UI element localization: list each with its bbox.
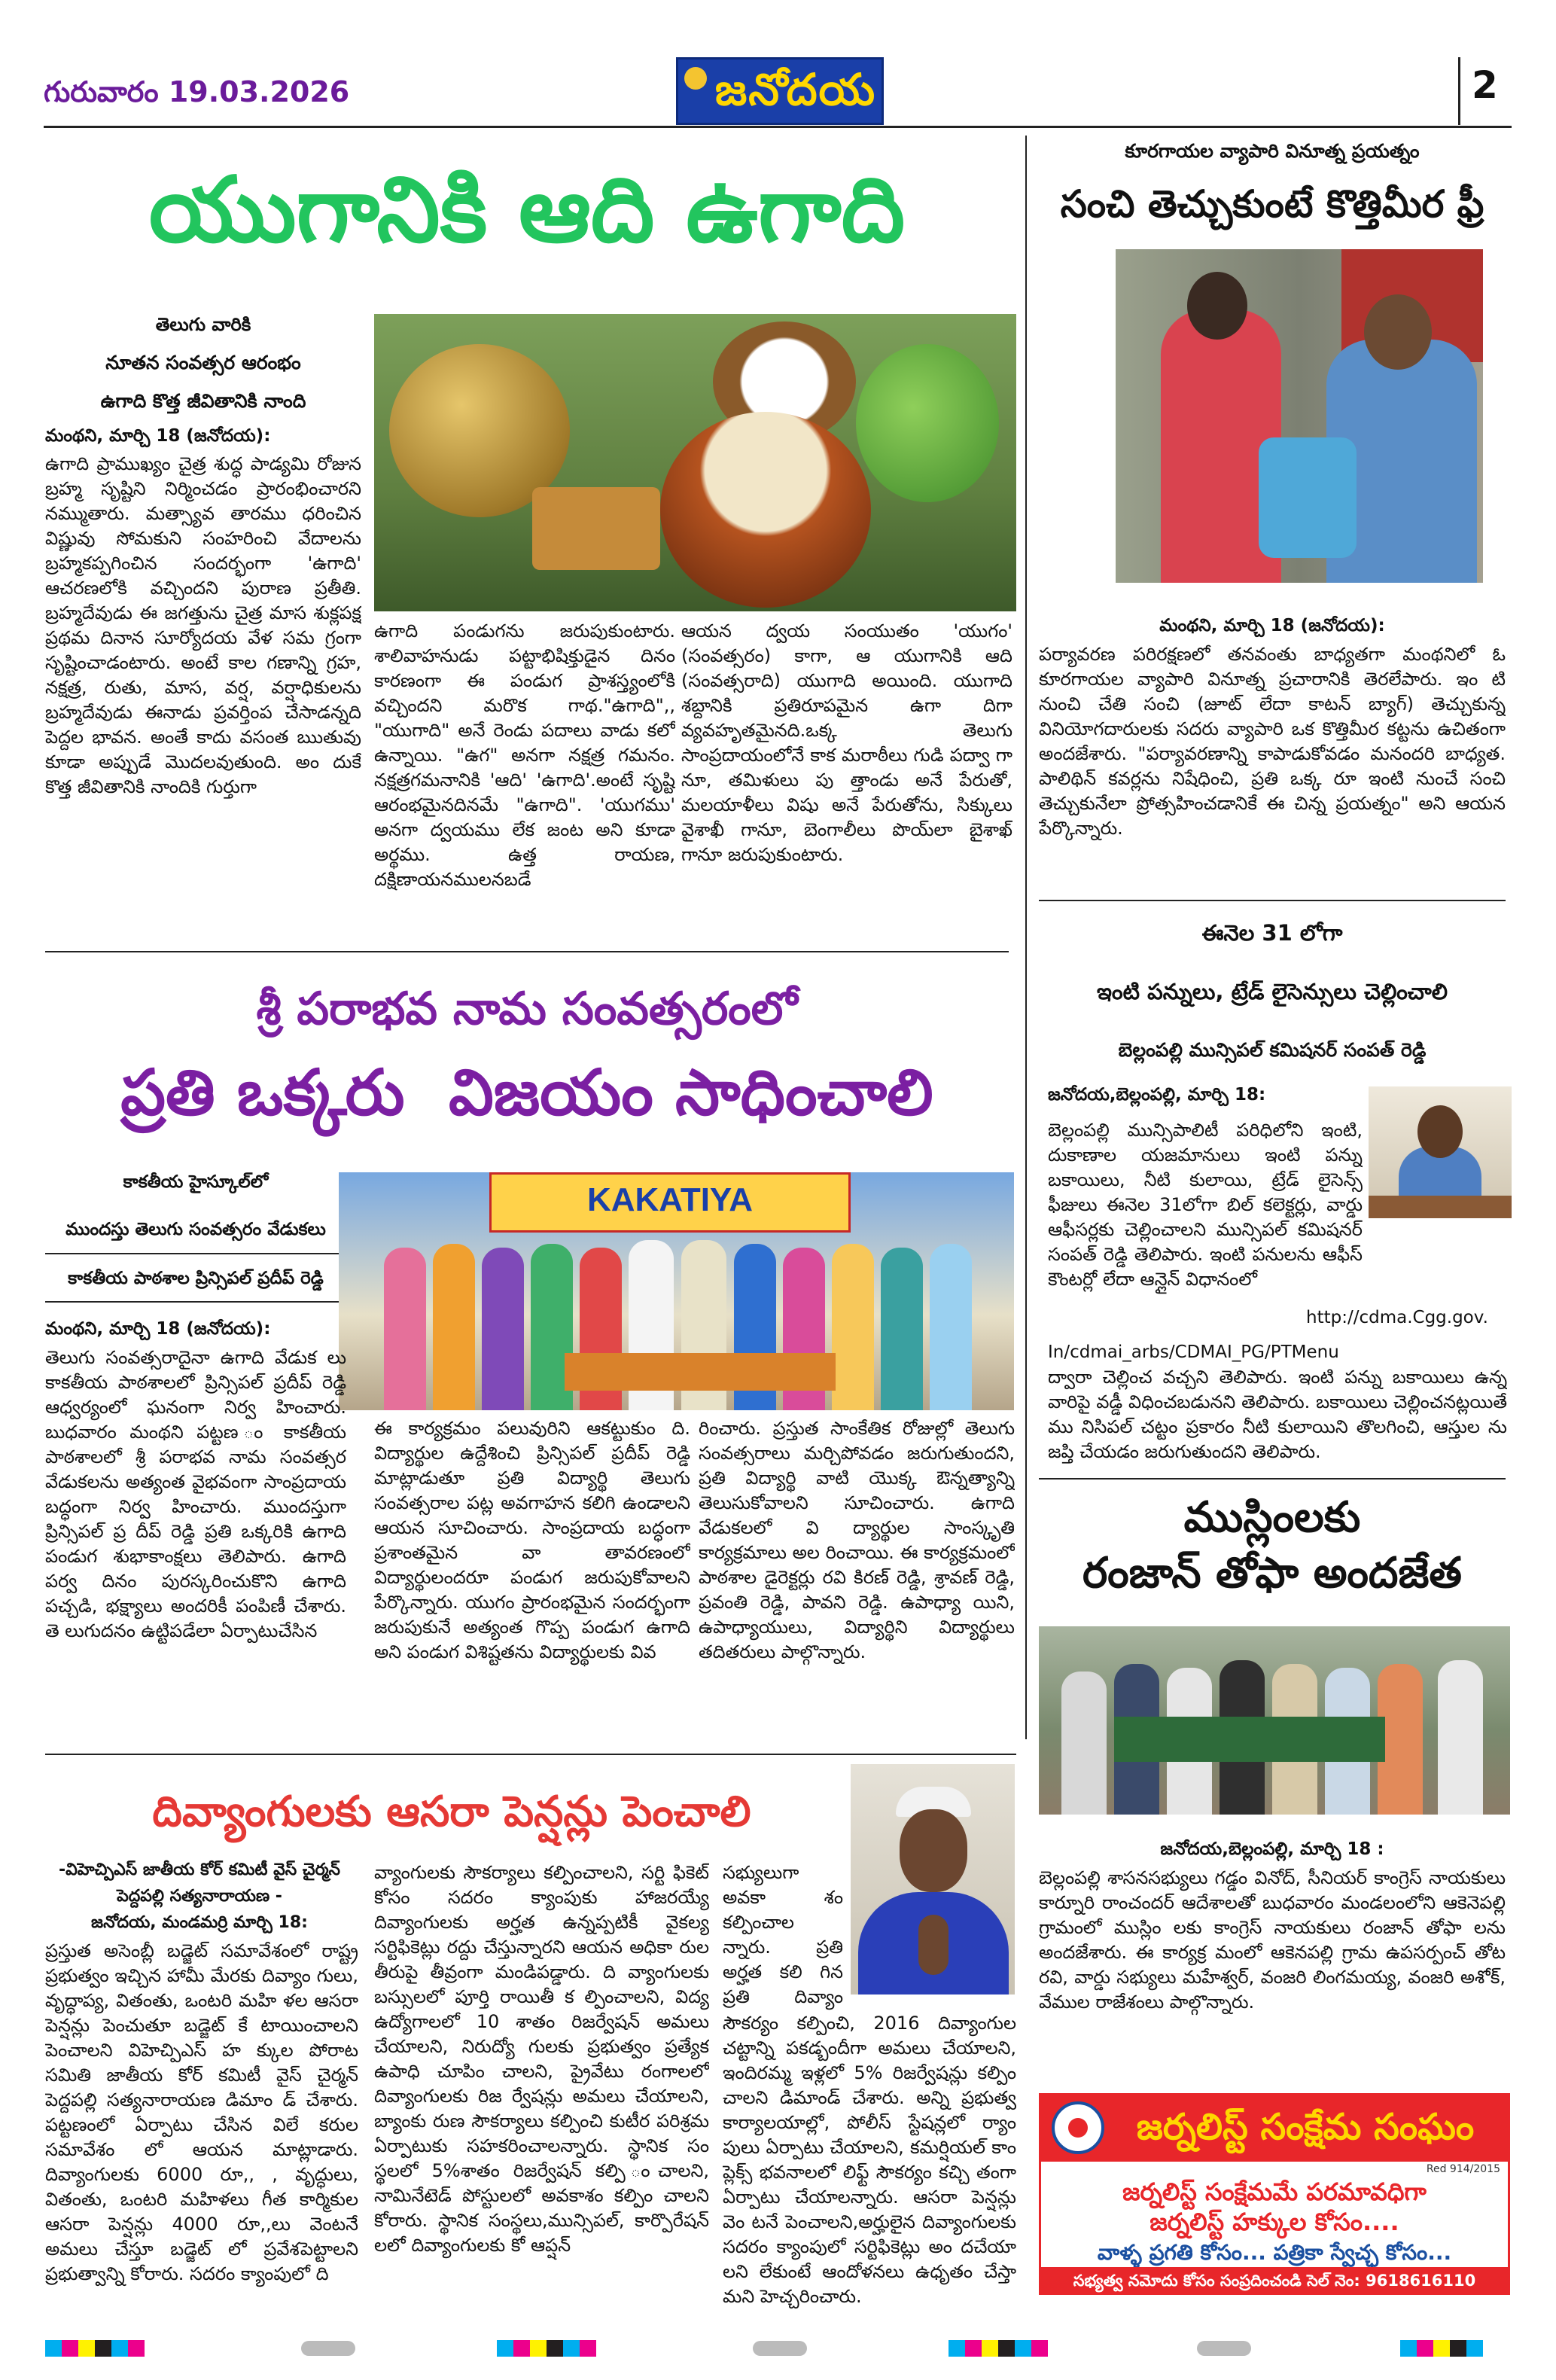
ad-line-2: జర్నలిస్ట్ హక్కుల కోసం.... <box>1149 2208 1399 2236</box>
pension-byline-1: -విహెచ్పిఎస్ జాతీయ కోర్ కమిటీ వైస్ చైర్మన్ <box>58 1860 341 1879</box>
registration-pill-2 <box>753 2341 807 2356</box>
ugadi-subhead-2: నూతన సంవత్సర ఆరంభం <box>105 352 301 373</box>
ramzan-dateline: జనోదయ,బెల్లంపల్లి, మార్చి 18 : <box>1160 1839 1384 1859</box>
parabhava-body-col3: రించారు. ప్రస్తుత సాంకేతిక రోజుల్లో తెలుగు సంవత్సరాలు మర్చిపోవడం జరుగుతుందని, ప్రతి విద్యార్థి వాటి యొక్క ఔన్నత్యాన్ని తెలుసుకోవాలని సూచించారు. ఉగాది వేడుకలలో వి ద్యార్థుల సాంస్కృతి కార్యక్రమాలు అల రించాయి. ఈ కార్యక్రమంలో పాఠశాల డైరెక్టర్లు రవి కిరణ్ రెడ్డి, శ్రావణ్ రెడ్డి, ప్రవంతి రెడ్డి, పావని రెడ్డి. ఉపాధ్యా యిని, ఉపాధ్యాయులు, విద్యార్థిని విద్యార్థులు తదితరులు పాల్గొన్నారు. <box>699 1418 1015 1662</box>
pension-body-col3a: సభ్యులుగా అవకా శం కల్పించాల న్నారు. ప్రతి అర్హత కలి గిన ప్రతి దివ్యాం <box>723 1862 843 2007</box>
parabhava-subhead-1: కాకతీయ హైస్కూల్‌లో <box>123 1172 269 1192</box>
issue-date: గురువారం 19.03.2026 <box>44 75 350 108</box>
bag-shape <box>1259 437 1357 558</box>
clay-pot-shape <box>660 412 871 608</box>
kothimeera-headline: సంచి తెచ్చుకుంటే కొత్తిమీర ఫ్రీ <box>1060 182 1484 226</box>
pension-body-col2: వ్యాంగులకు సౌకర్యాలు కల్పించాలని, సర్టి ఫికెట్ కోసం సదరం క్యాంపుకు హాజరయ్యే దివ్యాంగులకు అర్హత ఉన్నప్పటికీ వైకల్య సర్టిఫికెట్లు రద్దు చేస్తున్నారని ఆయన అధికా రుల తీరుపై తీవ్రంగా మండిపడ్డారు. ది వ్యాంగులకు బస్సులలో పూర్తి రాయితీ క ల్పించాలని, విద్య ఉద్యోగాలలో 10 శాతం రిజర్వేషన్ అమలు చేయాలని, నిరుద్యో గులకు ప్రభుత్వం ప్రత్యేక ఉపాధి చూపిం చాలని, ప్రైవేటు రంగాలలో దివ్యాంగులకు రిజ ర్వేషన్లు అమలు చేయాలని, బ్యాంకు రుణ సౌకర్యాలు కల్పించి కుటీర పరిశ్రమ ఏర్పాటుకు సహకరించాలన్నారు. స్థానిక సం స్థలలో 5%శాతం రిజర్వేషన్ కల్పి ంచాలని, నామినేటెడ్ పోస్టులలో అవకాశం కల్పిం చాలని కోరారు. స్థానిక సంస్థలు,మున్సిపల్, కార్పొరేషన్ లలో దివ్యాంగులకు కో ఆప్షన్ <box>374 1862 709 2256</box>
face-shape <box>900 1809 967 1892</box>
pension-dateline: జనోదయ, మండమర్రి మార్చి 18: <box>91 1913 308 1932</box>
ad-line-3: వాళ్ళ ప్రగతి కోసం... పత్రికా స్వేచ్ఛ కోసం... <box>1097 2240 1452 2265</box>
pension-byline-2: పెద్దపల్లి సత్యనారాయణ - <box>117 1887 282 1906</box>
section-rule-right-2 <box>1039 1478 1506 1480</box>
vegetable-vendor-photo <box>1116 249 1483 583</box>
ugadi-body-col1: ఉగాది ప్రాముఖ్యం చైత్ర శుద్ధ పాడ్యమి రోజున బ్రహ్మ సృష్టిని నిర్మించడం ప్రారంభించారని నమ్ముతారు. మత్స్యావ తారము ధరించిన విష్ణువు సోమకుని సంహరించి వేదాలను బ్రహ్మకప్పగించిన సందర్భంగా 'ఉగాది' ఆచరణలోకి వచ్చిందని పురాణ ప్రతీతి. బ్రహ్మదేవుడు ఈ జగత్తును చైత్ర మాస శుక్లపక్ష ప్రథమ దినాన సూర్యోదయ వేళ సమ గ్రంగా సృష్టించాడంటారు. అంటే కాల గణాన్ని గ్రహ, నక్షత్ర, రుతు, మాస, వర్ష, వర్షాధికులను బ్రహ్మదేవుడు ఈనాడు ప్రవర్తింప చేసాడన్నది పెద్దల భావన. అంతే కాదు వసంత ఋతువు కూడా అప్పుడే మొదలవుతుంది. అం దుకే కొత్త జీవితానికి నాందికి గుర్తుగా <box>45 453 361 797</box>
taxes-dateline: జనోదయ,బెల్లంపల్లి, మార్చి 18: <box>1048 1085 1266 1105</box>
section-rule-2 <box>45 1754 1016 1755</box>
color-registration-bar-4 <box>1400 2340 1483 2360</box>
color-registration-bar-1 <box>45 2340 145 2360</box>
parabhava-body-col2: ఈ కార్యక్రమం పలువురిని ఆకట్టుకుం ది. విద్యార్థుల ఉద్దేశించి ప్రిన్సిపల్ ప్రదీప్ రెడ్డి మాట్లాడుతూ ప్రతి విద్యార్థి తెలుగు సంవత్సరాల పట్ల అవగాహన కలిగి ఉండాలని ఆయన సూచించారు. సాంప్రదాయ బద్ధంగా ప్రశాంతమైన వా తావరణంలో విద్యార్థులందరూ పండుగ జరుపుకోవాలని పేర్కొన్నారు. యుగం ప్రారంభమైన సందర్భంగా జరుపుకునే అత్యంత గొప్ప పండుగ ఉగాది అని పండుగ విశిష్టతను విద్యార్థులకు వివ <box>374 1418 690 1662</box>
ugadi-subhead-1: తెలుగు వారికి <box>155 314 251 335</box>
ugadi-body-col2: ఉగాది పండుగను జరుపుకుంటారు. శాలివాహనుడు పట్టాభిషిక్తుడైన దినం కారణంగా ఈ పండుగ ప్రాశస్త్యంలోకి వచ్చిందని మరొక గాథ."ఉగాది",, "యుగాది" అనే రెండు పదాలు వాడు కలో ఉన్నాయి. "ఉగ" అనగా నక్షత్ర గమనం. నక్షత్రగమనానికి 'ఆది' 'ఉగాది'.అంటే సృష్టి ఆరంభమైనదినమే "ఉగాది". 'యుగము' అనగా ద్వయము లేక జంట అని కూడా అర్థము. ఉత్త రాయణ, దక్షిణాయనములనబడే <box>374 620 675 890</box>
page-number: 2 <box>1472 63 1498 107</box>
ad-line-1: జర్నలిస్ట్ సంక్షేమమే పరమావధిగా <box>1122 2177 1427 2206</box>
taxes-kicker: ఈనెల 31 లోగా <box>1201 920 1343 946</box>
registration-pill-3 <box>1197 2341 1251 2356</box>
customer-head-shape <box>1187 272 1247 340</box>
taxes-body-1: బెల్లంపల్లి మున్సిపాలిటీ పరిధిలోని ఇంటి, దుకాణాల యజమానులు ఇంటి పన్ను బకాయిలు, నీటి కులాయి, ట్రేడ్ లైసెన్స్ ఫీజులు ఈనెల 31లోగా బిల్ కలెక్టర్లు, వార్డు ఆఫీసర్లకు చెల్లించాలని మున్సిపల్ కమిషనర్ సంపత్ రెడ్డి తెలిపారు. ఇంటి పనులను ఆఫీస్ కౌంటర్లో లేదా ఆన్లైన్ విధానంలో <box>1048 1120 1363 1290</box>
kothimeera-dateline: మంథని, మార్చి 18 (జనోదయ): <box>1159 616 1385 635</box>
ad-reg: Red 914/2015 <box>1426 2163 1500 2175</box>
logo-emblem-icon <box>684 67 707 90</box>
masthead-rule <box>44 126 1512 128</box>
section-rule-right-1 <box>1039 900 1506 901</box>
registration-pill-1 <box>301 2341 355 2356</box>
ramzan-distribution-photo <box>1039 1626 1510 1815</box>
color-registration-bar-2 <box>497 2340 596 2360</box>
kothimeera-kicker: కూరగాయల వ్యాపారి వినూత్న ప్రయత్నం <box>1125 140 1420 162</box>
satyanarayana-photo <box>851 1764 1015 1995</box>
ramzan-headline-2: రంజాన్ తోఫా అందజేత <box>1083 1549 1462 1598</box>
parabhava-dateline: మంథని, మార్చి 18 (జనోదయ): <box>45 1319 271 1339</box>
mango-shape <box>856 344 999 502</box>
color-registration-bar-3 <box>949 2340 1048 2360</box>
parabhava-headline: ప్రతి ఒక్కరు విజయం సాధించాలి <box>120 1056 933 1129</box>
ugadi-headline: యుగానికి ఆది ఉగాది <box>148 158 906 263</box>
ugadi-pachadi-photo <box>374 314 1016 611</box>
ugadi-subhead-3: ఉగాది కొత్త జీవితానికి నాంది <box>100 390 306 412</box>
logo-text: జనోదయ <box>714 64 877 115</box>
vendor-head-shape <box>1364 294 1432 370</box>
taxes-headline: ఇంటి పన్నులు, ట్రేడ్ లైసెన్సులు చెల్లించాలి <box>1096 979 1448 1004</box>
jaggery-shape <box>532 487 660 570</box>
ramzan-body: బెల్లంపల్లి శాసనసభ్యులు గడ్డం వినోద్, సీనియర్ కాంగ్రెస్ నాయకులు కార్నూరి రాంచందర్ ఆదేశాలతో బుధవారం మండలంలోని ఆకెనెపల్లి గ్రామంలో ముస్లిం లకు కాంగ్రెస్ నాయకులు రంజాన్ తోఫా లను అందజేశారు. ఈ కార్యక్ర మంలో ఆకెనపల్లి గ్రామ ఉపసర్పంచ్ తోట రవి, వార్డు సభ్యులు మహేశ్వర్, వంజరి లింగమయ్య, వంజరి అశోక్, వేముల రాజేశంలు పాల్గొన్నారు. <box>1039 1867 1506 2013</box>
parabhava-subhead-2: ముందస్తు తెలుగు సంవత్సరం వేడుకలు <box>65 1220 326 1239</box>
column-divider <box>1025 136 1027 1739</box>
page-number-divider <box>1458 57 1460 125</box>
parabhava-kicker: శ్రీ పరాభవ నామ సంవత్సరంలో <box>256 983 798 1035</box>
ad-title: జర్నలిస్ట్ సంక్షేమ సంఘం <box>1136 2106 1475 2148</box>
parabhava-subhead-3: కాకతీయ పాఠశాల ప్రిన్సిపల్ ప్రదీప్ రెడ్డి <box>68 1269 324 1288</box>
ugadi-dateline: మంథని, మార్చి 18 (జనోదయ): <box>45 426 271 446</box>
kakatiya-school-photo <box>339 1172 1014 1410</box>
ugadi-body-col3: ఆయన ద్వయ సంయుతం 'యుగం' (సంవత్సరం) కాగా, ఆ యుగానికి ఆది (సంవత్సరాది) యుగాది అయింది. యుగాది శబ్దానికి ప్రతిరూపమైన ఉగా దిగా వ్యవహృతమైనది.ఒక్క తెలుగు సాంప్రదాయంలోనే కాక మరాఠీలు గుడి పద్వా గా నూ, తమిళులు పు త్తాండు అనే పేరుతో, మలయాళీలు విషు అనే పేరుతోను, సిక్కులు వైశాఖీ గానూ, బెంగాలీలు పొయ్‌లా బైశాఖ్ గానూ జరుపుకుంటారు. <box>681 620 1012 865</box>
desk-shape <box>1369 1196 1512 1218</box>
commissioner-head-shape <box>1417 1105 1463 1158</box>
pension-headline: దివ్యాంగులకు ఆసరా పెన్షన్లు పెంచాలి <box>152 1787 751 1836</box>
kothimeera-body: పర్యావరణ పరిరక్షణలో తనవంతు బాధ్యతగా మంథనిలో ఓ కూరగాయల వ్యాపారి వినూత్న ప్రచారానికి తెరలేపారు. ఇం టి నుంచి చేతి సంచి (జూట్ లేదా కాటన్ బ్యాగ్) తెచ్చుకున్న వినియోగదారులకు సదరు వ్యాపారి ఒక కొత్తిమీర కట్టను ఉచితంగా అందజేశారు. "పర్యావరణాన్ని కాపాడుకోవడం మనందరి బాధ్యత. పాలిథిన్ కవర్లను నిషేధించి, ప్రతి ఒక్క రూ ఇంటి నుంచే సంచి తెచ్చుకునేలా ప్రోత్సహించడానికే ఈ చిన్న ప్రయత్నం" అని ఆయన పేర్కొన్నారు. <box>1039 644 1506 839</box>
union-emblem-icon <box>1052 2101 1104 2154</box>
pension-body-col1: ప్రస్తుత అసెంబ్లీ బడ్జెట్ సమావేశంలో రాష్ట్ర ప్రభుత్వం ఇచ్చిన హామీ మేరకు దివ్యాం గులు, వృద్ధాప్య, వితంతు, ఒంటరి మహి ళల ఆసరా పెన్షన్లు పెంచుతూ బడ్జెట్ కే టాయించాలని పెంచాలని విహెచ్పిఎస్ హ క్కుల పోరాట సమితి జాతీయ కోర్ కమిటీ వైస్ చైర్మన్ పెద్దపల్లి సత్యనారాయణ డిమాం డ్ చేశారు. పట్టణంలో ఏర్పాటు చేసిన విలే కరుల సమావేశం లో ఆయన మాట్లాడారు. దివ్యాంగులకు 6000 రూ,, , వృద్ధులు, వితంతు, ఒంటరి మహిళలు గీత కార్మికుల ఆసరా పెన్షన్లు 4000 రూ,,లు వెంటనే అమలు చేస్తూ బడ్జెట్ లో ప్రవేశపెట్టాలని ప్రభుత్వాన్ని కోరారు. సదరం క్యాంపులో ది <box>45 1940 358 2284</box>
folded-hands-shape <box>918 1915 949 1975</box>
ad-header <box>1041 2095 1508 2162</box>
taxes-subhead: బెల్లంపల్లి మున్సిపల్ కమిషనర్ సంపత్ రెడ్డి <box>1118 1039 1427 1061</box>
masthead-logo <box>676 57 884 125</box>
commissioner-photo <box>1369 1086 1512 1218</box>
gift-bags-shape <box>1114 1717 1385 1762</box>
ad-footer: సభ్యత్వ నమోదు కోసం సంప్రదించండి సెల్ నెం: 9618616110 <box>1041 2267 1508 2294</box>
section-rule-1 <box>45 951 1009 952</box>
subhead-rule-2 <box>45 1301 346 1303</box>
festival-table-shape <box>565 1353 836 1391</box>
banner-text: KAKATIYA <box>586 1181 754 1218</box>
taxes-body-2: ద్వారా చెల్లించ వచ్చని తెలిపారు. ఇంటి పన్ను బకాయిలు ఉన్న వారిపై వడ్డీ విధించబడునని తెలిపారు. బకాయిలు చెల్లించనట్లయితే ము నిసిపల్ చట్టం ప్రకారం నీటి కులాయిని తొలగించి, ఆస్తుల ను జప్తి చేయడం జరుగుతుందని తెలిపారు. <box>1048 1367 1507 1462</box>
journalist-union-ad <box>1039 2093 1510 2295</box>
subhead-rule <box>45 1253 346 1254</box>
pension-body-col3b: సౌకర్యం కల్పించి, 2016 దివ్యాంగుల చట్టాన్ని పకడ్బందీగా అమలు చేయాలని, ఇందిరమ్మ ఇళ్లలో 5% రిజర్వేషన్లు కల్పిం చాలని డిమాండ్ చేశారు. అన్ని ప్రభుత్వ కార్యాలయాల్లో, పోలీస్ స్టేషన్లలో ర్యాం పులు ఏర్పాటు చేయాలని, కమర్షియల్ కాం ప్లెక్స్ భవనాలలో లిఫ్ట్ సౌకర్యం కచ్చి తంగా ఏర్పాటు చేయాలన్నారు. ఆసరా పెన్షన్లు వెం టనే పెంచాలని,అర్హులైన దివ్యాంగులకు సదరం క్యాంపులో సర్టిఫికెట్లు అం దచేయా లని లేకుంటే ఆందోళనలు ఉధృతం చేస్తా మని హెచ్చరించారు. <box>723 2013 1016 2307</box>
taxes-url-2[interactable]: In/cdmai_arbs/CDMAI_PG/PTMenu <box>1048 1342 1339 1362</box>
taxes-url-1[interactable]: http://cdma.Cgg.gov. <box>1306 1308 1488 1327</box>
parabhava-body-col1: తెలుగు సంవత్సరాదైనా ఉగాది వేడుక లు కాకతీయ పాఠశాలలో ప్రిన్సిపల్ ప్రదీప్ రెడ్డి ఆధ్వర్యంలో ఘనంగా నిర్వ హించారు. బుధవారం మంథని పట్టణ ం కాకతీయ పాఠశాలలో శ్రీ పరాభవ నామ సంవత్సర వేడుకలను అత్యంత వైభవంగా సాంప్రదాయ బద్ధంగా నిర్వ హించారు. ముందస్తుగా ప్రిన్సిపల్ ప్ర దీప్ రెడ్డి ప్రతి ఒక్కరికి ఉగాది పండుగ శుభాకాంక్షలు తెలిపారు. ఉగాది పర్వ దినం పురస్కరించుకొని ఉగాది పచ్చడి, భక్ష్యాలు అందరికీ పంపిణీ చేశారు. తె లుగుదనం ఉట్టిపడేలా ఏర్పాటుచేసిన <box>45 1347 346 1641</box>
ramzan-headline-1: ముస్లింలకు <box>1183 1493 1361 1542</box>
